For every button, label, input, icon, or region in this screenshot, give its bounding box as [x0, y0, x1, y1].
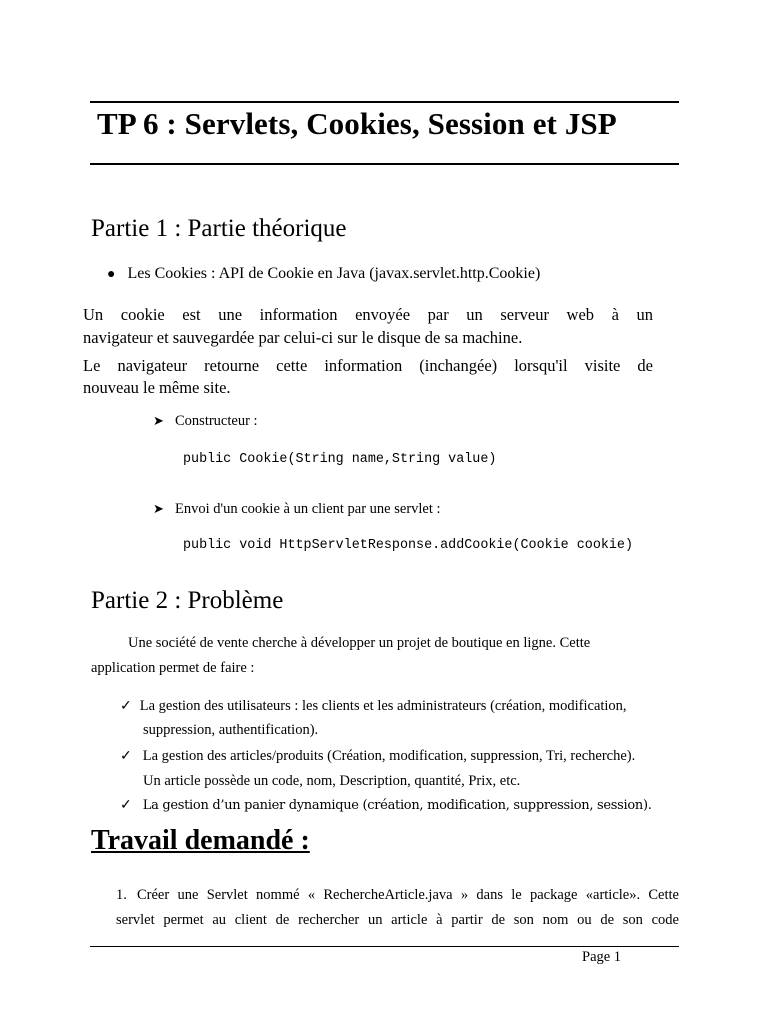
send-cookie-item: [153, 501, 441, 518]
arrow-bullet-icon: ➤: [153, 501, 164, 516]
part2-heading: Partie 2 : Problème: [91, 587, 284, 614]
part1-bullet: [107, 263, 540, 286]
part2-item2-line1: La gestion des articles/produits (Création, modification, suppression, Tri, recherche).: [142, 748, 636, 764]
travail-item1-line2: servlet permet au client de rechercher un article à partir de son nom ou de son code: [116, 912, 679, 928]
bullet-dot-icon: ●: [107, 267, 116, 282]
page-number: Page 1: [582, 949, 622, 965]
part2-item3: [120, 797, 652, 814]
part1-bullet-text: Les Cookies : API de Cookie en Java (javax.servlet.http.Cookie): [127, 265, 541, 282]
part1-para2-line2: nouveau le même site.: [83, 378, 231, 397]
check-icon: ✓: [120, 798, 132, 813]
title-rule-top: [90, 101, 679, 103]
part2-item1: [120, 698, 627, 715]
part2-item2-line2: Un article possède un code, nom, Description, quantité, Prix, etc.: [143, 773, 521, 789]
send-cookie-label: Envoi d'un cookie à un client par une servlet :: [175, 501, 441, 517]
part2-item1-line2: suppression, authentification).: [143, 722, 319, 738]
travail-item1-line1: Créer une Servlet nommé « RechercheArticle.java » dans le package «article». Cette: [137, 887, 679, 903]
send-cookie-code: public void HttpServletResponse.addCookie(Cookie cookie): [183, 538, 633, 553]
check-icon: ✓: [120, 749, 132, 764]
title-rule-bottom: [90, 163, 679, 165]
constructor-item: [153, 413, 258, 430]
part2-item1-line1: La gestion des utilisateurs : les clients et les administrateurs (création, modification,: [139, 698, 627, 714]
part1-para1-line2: navigateur et sauvegardée par celui-ci sur le disque de sa machine.: [83, 328, 523, 347]
part2-intro-line2: application permet de faire :: [91, 660, 255, 676]
check-icon: ✓: [120, 699, 132, 714]
arrow-bullet-icon: ➤: [153, 413, 164, 428]
part2-item3-text: La gestion d’un panier dynamique (création, modification, suppression, session).: [142, 798, 652, 813]
constructor-label: Constructeur :: [175, 413, 258, 429]
part1-para2-line1: Le navigateur retourne cette information (inchangée) lorsqu'il visite de: [83, 356, 653, 375]
footer-rule: [90, 946, 679, 947]
page-title: TP 6 : Servlets, Cookies, Session et JSP: [97, 106, 617, 141]
constructor-code: public Cookie(String name,String value): [183, 452, 497, 467]
travail-heading: Travail demandé :: [91, 825, 310, 856]
part1-para1-line1: Un cookie est une information envoyée par un serveur web à un: [83, 305, 653, 324]
part1-heading: Partie 1 : Partie théorique: [91, 215, 347, 242]
part2-item2: [120, 748, 635, 765]
travail-item1-number: 1.: [116, 887, 127, 903]
part2-intro-line1: Une société de vente cherche à développer un projet de boutique en ligne. Cette: [128, 635, 591, 651]
